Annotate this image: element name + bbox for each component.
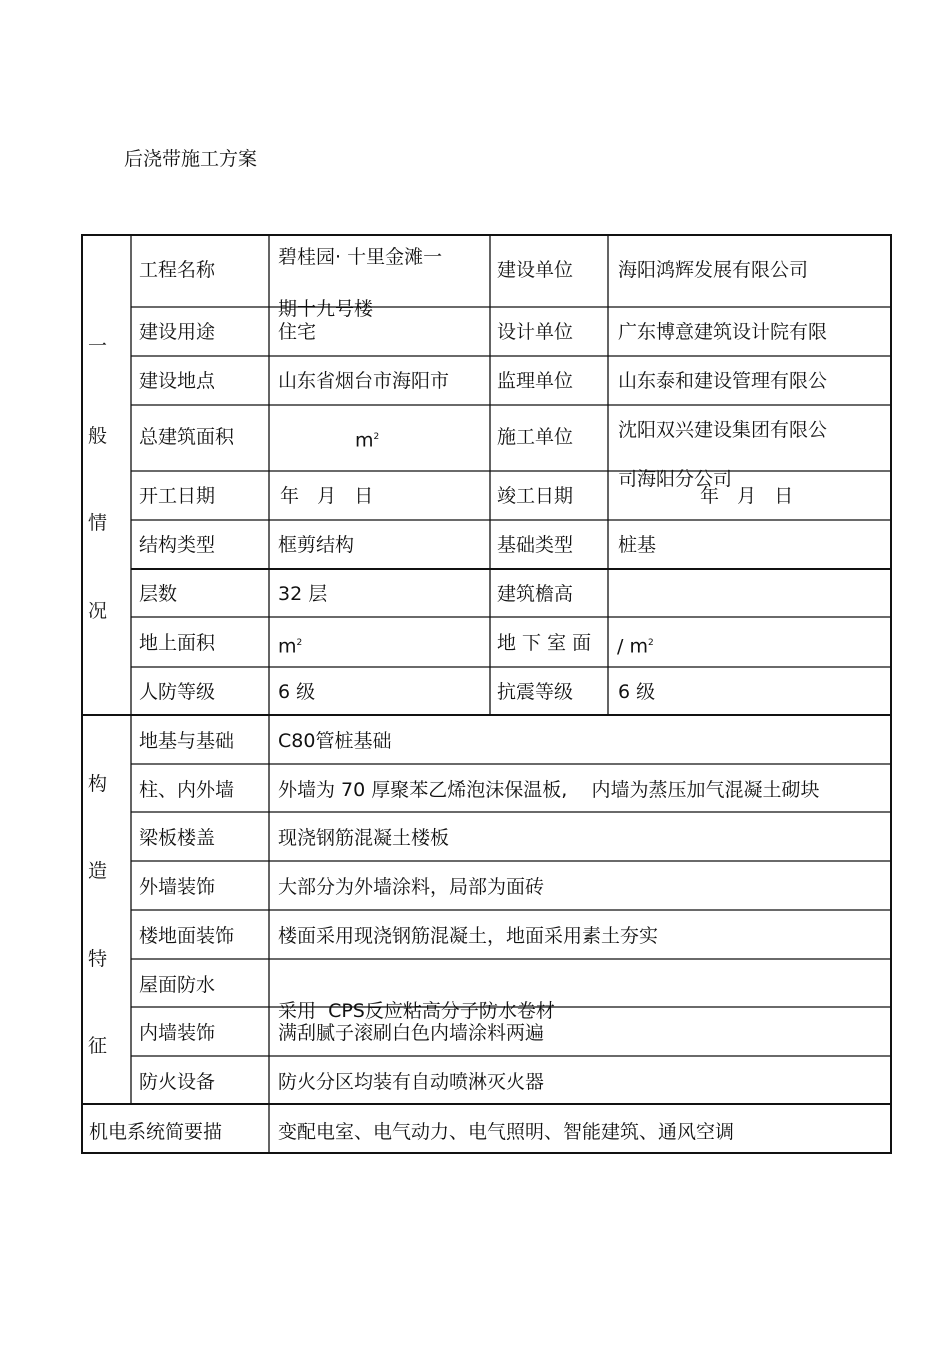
document-title: 后浇带施工方案 <box>124 148 258 170</box>
feature-label: 地基与基础 <box>139 730 235 752</box>
project-name-value-line2: 期十九号楼 <box>278 298 374 320</box>
seismic-value: 6 级 <box>618 681 656 703</box>
above-ground-area-label: 地上面积 <box>139 632 216 654</box>
project-name-value-line1: 碧桂园· 十里金滩一 <box>278 246 443 268</box>
feature-value: C80管桩基础 <box>278 730 392 752</box>
civil-defense-value: 6 级 <box>278 681 316 703</box>
basement-area-label: 地 下 室 面 <box>497 632 592 654</box>
section1-heading-char: 一 <box>88 335 108 357</box>
section1-heading-char: 情 <box>88 512 108 534</box>
site-value: 山东省烟台市海阳市 <box>278 370 450 392</box>
area-unit-superscript: 2 <box>373 432 380 442</box>
above-ground-area-unit: $m^2$ <box>278 635 303 658</box>
contractor-value-line1: 沈阳双兴建设集团有限公 <box>618 419 828 441</box>
start-date-value: 年 月 日 <box>280 485 374 507</box>
supervisor-value: 山东泰和建设管理有限公 <box>618 370 828 392</box>
feature-label: 外墙装饰 <box>139 876 216 898</box>
use-label: 建设用途 <box>139 321 216 343</box>
basement-area-unit: / $m^2$ <box>617 635 654 658</box>
area-label: 总建筑面积 <box>139 426 235 448</box>
section2-heading-char: 造 <box>88 860 108 882</box>
use-value: 住宅 <box>278 321 317 343</box>
client-label: 建设单位 <box>497 259 574 281</box>
floors-value: 32 层 <box>278 583 328 605</box>
eave-height-label: 建筑檐高 <box>497 583 574 605</box>
feature-label: 柱、内外墙 <box>139 779 235 801</box>
section2-heading-char: 征 <box>88 1035 108 1057</box>
area-unit: $m^2$ <box>355 429 380 452</box>
feature-value: 满刮腻子滚刷白色内墙涂料两遍 <box>278 1022 545 1044</box>
feature-label: 内墙装饰 <box>139 1022 216 1044</box>
civil-defense-label: 人防等级 <box>139 681 216 703</box>
foundation-type-label: 基础类型 <box>497 534 574 556</box>
mep-value: 变配电室、电气动力、电气照明、智能建筑、通风空调 <box>278 1121 735 1143</box>
feature-label: 楼地面装饰 <box>139 925 235 947</box>
site-label: 建设地点 <box>139 370 216 392</box>
finish-date-value: 年 月 日 <box>700 485 794 507</box>
feature-value: 现浇钢筋混凝土楼板 <box>278 827 450 849</box>
feature-value: 外墙为 70 厚聚苯乙烯泡沫保温板, 内墙为蒸压加气混凝土砌块 <box>278 779 820 801</box>
designer-value: 广东博意建筑设计院有限 <box>618 321 828 343</box>
designer-label: 设计单位 <box>497 321 574 343</box>
contractor-label: 施工单位 <box>497 426 574 448</box>
client-value: 海阳鸿辉发展有限公司 <box>618 259 809 281</box>
foundation-type-value: 桩基 <box>618 534 657 556</box>
feature-label: 梁板楼盖 <box>139 827 216 849</box>
seismic-label: 抗震等级 <box>497 681 574 703</box>
start-date-label: 开工日期 <box>139 485 216 507</box>
structure-value: 框剪结构 <box>278 534 355 556</box>
mep-label: 机电系统简要描 <box>89 1121 223 1143</box>
feature-label: 屋面防水 <box>139 974 216 996</box>
supervisor-label: 监理单位 <box>497 370 574 392</box>
section1-heading-char: 况 <box>88 600 108 622</box>
finish-date-label: 竣工日期 <box>497 485 574 507</box>
feature-label: 防火设备 <box>139 1071 216 1093</box>
feature-value: 大部分为外墙涂料，局部为面砖 <box>278 876 545 898</box>
contractor-value-line2: 司海阳分公司 <box>618 468 733 490</box>
above-area-superscript: 2 <box>296 638 303 648</box>
section1-heading-char: 般 <box>88 425 108 447</box>
section2-heading-char: 特 <box>88 948 108 970</box>
structure-label: 结构类型 <box>139 534 216 556</box>
section2-heading-char: 构 <box>88 773 108 795</box>
feature-value: 楼面采用现浇钢筋混凝土，地面采用素土夯实 <box>278 925 659 947</box>
feature-value: 采用 CPS反应粘高分子防水卷材 <box>278 1000 555 1022</box>
project-name-label: 工程名称 <box>139 259 216 281</box>
basement-area-superscript: 2 <box>647 638 654 648</box>
floors-label: 层数 <box>139 583 178 605</box>
feature-value: 防火分区均装有自动喷淋灭火器 <box>278 1071 545 1093</box>
